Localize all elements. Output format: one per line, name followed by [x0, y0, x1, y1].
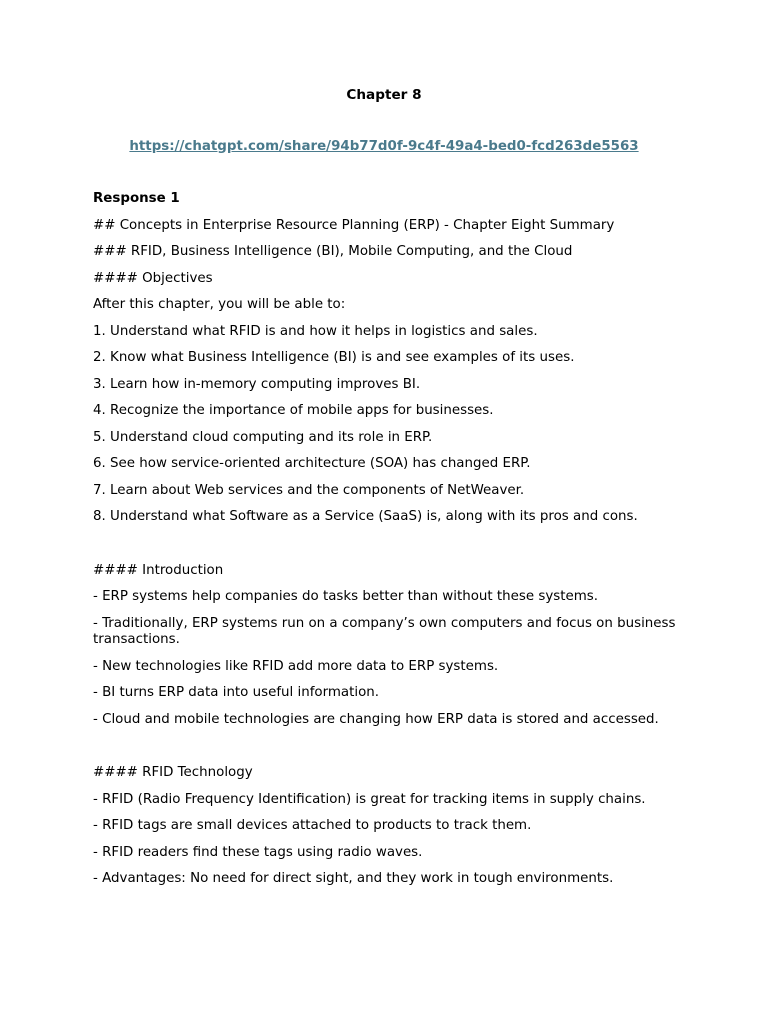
objective-item: 3. Learn how in-memory computing improves BI. — [93, 376, 421, 392]
objective-item: 2. Know what Business Intelligence (BI) is and see examples of its uses. — [93, 350, 575, 365]
summary-heading: ## Concepts in Enterprise Resource Planning (ERP) - Chapter Eight Summary — [93, 217, 615, 233]
rfid-item: - Advantages: No need for direct sight, and they work in tough environments. — [93, 871, 614, 886]
introduction-item: - New technologies like RFID add more data to ERP systems. — [93, 658, 499, 674]
introduction-item: - ERP systems help companies do tasks better than without these systems. — [93, 589, 598, 604]
objectives-heading: #### Objectives — [93, 270, 213, 286]
chapter-title: Chapter 8 — [346, 87, 422, 103]
objective-item: 4. Recognize the importance of mobile apps for businesses. — [93, 403, 494, 418]
objectives-intro: After this chapter, you will be able to: — [93, 297, 346, 312]
introduction-item: - Cloud and mobile technologies are changing how ERP data is stored and accessed. — [93, 711, 659, 727]
rfid-item: - RFID readers find these tags using radio waves. — [93, 844, 423, 860]
introduction-heading: #### Introduction — [93, 562, 224, 578]
share-link[interactable]: https://chatgpt.com/share/94b77d0f-9c4f-49a4-bed0-fcd263de5563 — [129, 139, 639, 154]
objective-item: 1. Understand what RFID is and how it helps in logistics and sales. — [93, 323, 538, 339]
introduction-item: - BI turns ERP data into useful information. — [93, 685, 380, 700]
rfid-item: - RFID tags are small devices attached to products to track them. — [93, 818, 532, 833]
objective-item: 7. Learn about Web services and the components of NetWeaver. — [93, 482, 525, 498]
document-body — [93, 191, 683, 898]
section-spacer — [93, 536, 683, 563]
rfid-heading: #### RFID Technology — [93, 765, 253, 780]
objective-item: 6. See how service-oriented architecture (SOA) has changed ERP. — [93, 456, 531, 471]
topics-heading: ### RFID, Business Intelligence (BI), Mobile Computing, and the Cloud — [93, 244, 573, 259]
objective-item: 8. Understand what Software as a Service (SaaS) is, along with its pros and cons. — [93, 509, 638, 524]
section-spacer — [93, 738, 683, 765]
introduction-item: - Traditionally, ERP systems run on a company’s own computers and focus on business transactions. — [93, 615, 676, 647]
response-heading: Response 1 — [93, 191, 180, 206]
rfid-item: - RFID (Radio Frequency Identification) is great for tracking items in supply chains. — [93, 791, 646, 807]
objective-item: 5. Understand cloud computing and its role in ERP. — [93, 429, 433, 445]
